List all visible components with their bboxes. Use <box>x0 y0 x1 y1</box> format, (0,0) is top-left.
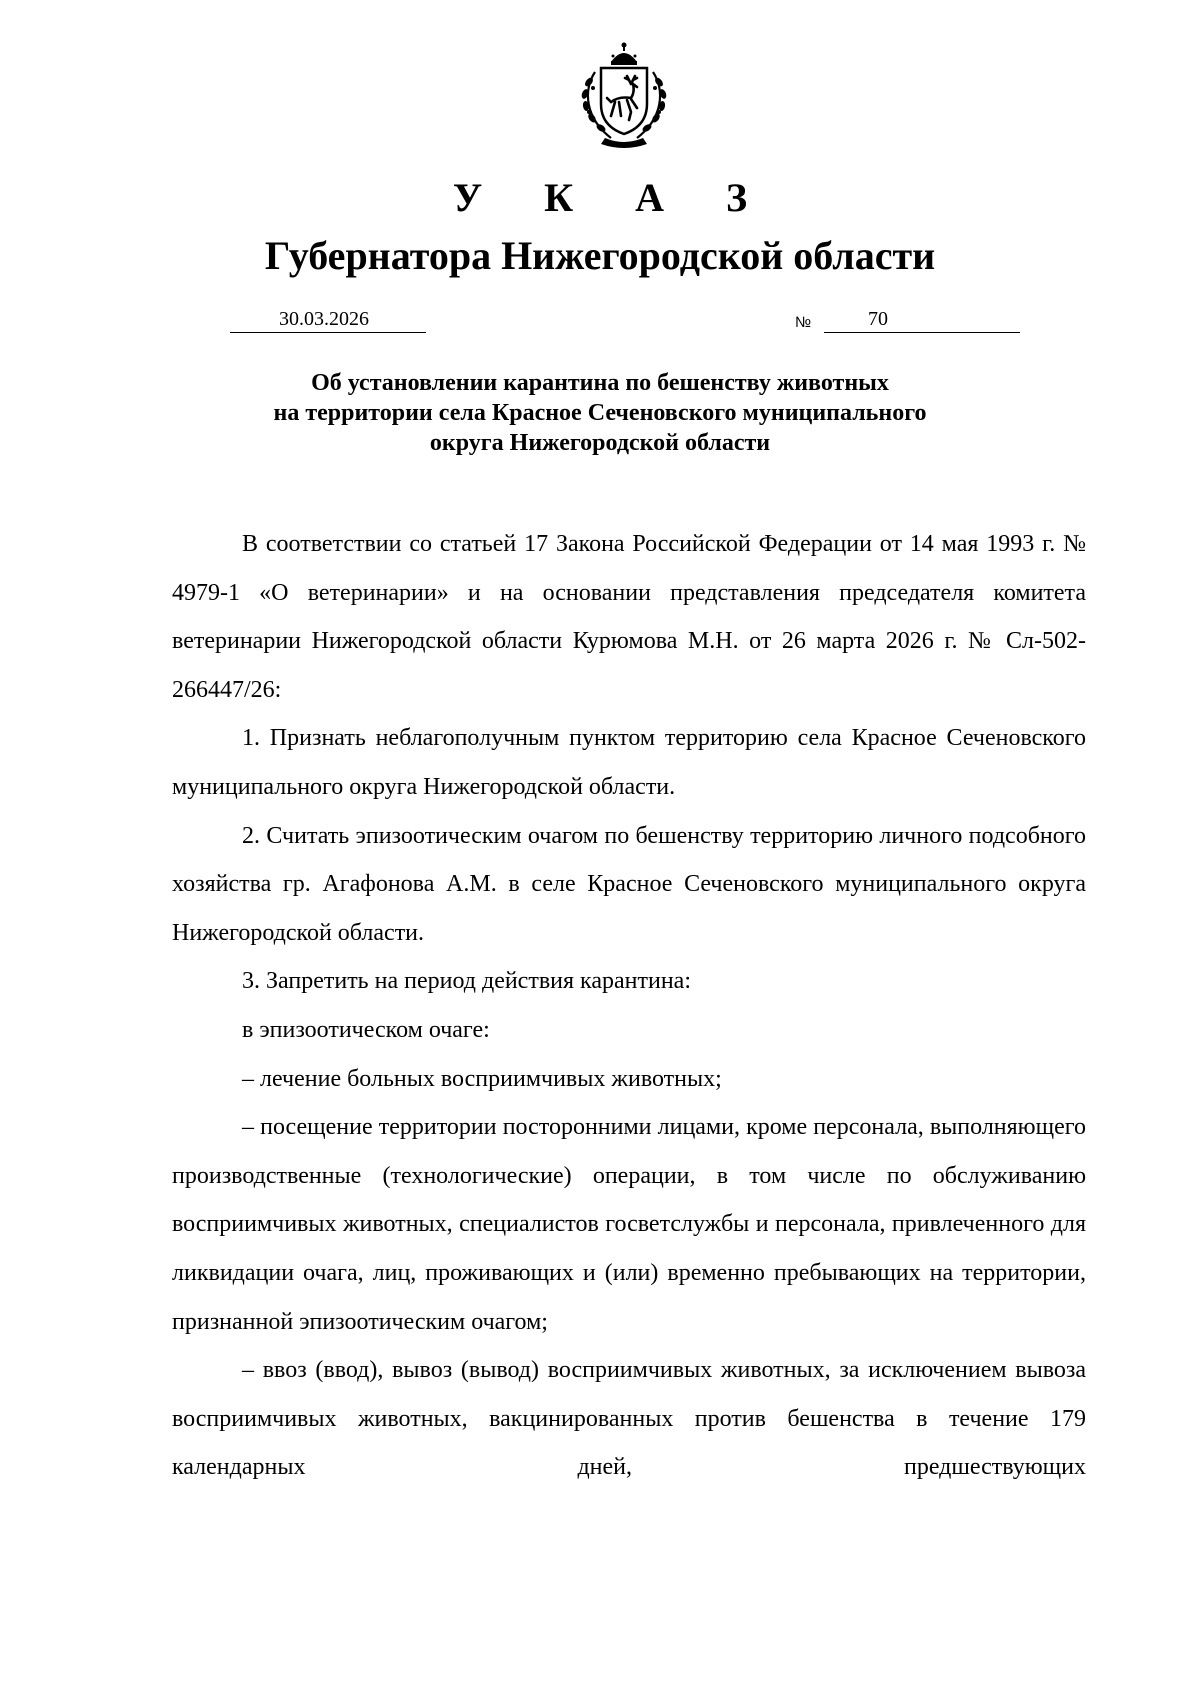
heading-line: Об установлении карантина по бешенству животных <box>311 370 889 396</box>
coat-of-arms-emblem <box>571 42 677 148</box>
heading-line: на территории села Красное Сеченовского муниципального <box>273 400 927 426</box>
list-item-paragraph: – лечение больных восприимчивых животных; <box>242 1065 722 1092</box>
number-field <box>824 306 1020 333</box>
number-sign: № <box>795 314 812 331</box>
clause-paragraph: 1. Признать неблагополучным пунктом территорию села Красное Сеченовского муниципального округа Нижегородской области. <box>172 725 1086 800</box>
clause-paragraph: в эпизоотическом очаге: <box>242 1016 490 1043</box>
preamble-paragraph: В соответствии со статьей 17 Закона Российской Федерации от 14 мая 1993 г. № 4979-1 «О ветеринарии» и на основании представления председателя комитета ветеринарии Нижегородской области Курюмова М.Н. от 26 марта 2026 г. № Сл-502-266447/26: <box>172 531 1086 703</box>
clause-paragraph: 3. Запретить на период действия карантина: <box>242 968 691 995</box>
document-body <box>172 520 1086 1492</box>
heading-line: округа Нижегородской области <box>429 430 771 456</box>
document-number: 70 <box>868 308 888 330</box>
list-item-paragraph: – ввоз (ввод), вывоз (вывод) восприимчивых животных, за исключением вывоза восприимчивых животных, вакцинированных против бешенства в течение 179 календарных дней, предшествующих <box>172 1357 1086 1481</box>
clause-paragraph: 2. Считать эпизоотическим очагом по бешенству территорию личного подсобного хозяйства гр. Агафонова А.М. в селе Красное Сеченовского муниципального округа Нижегородской области. <box>172 822 1086 946</box>
document-date: 30.03.2026 <box>279 308 369 330</box>
date-field <box>230 306 426 333</box>
list-item-paragraph: – посещение территории посторонними лицами, кроме персонала, выполняющего производственные (технологические) операции, в том числе по обслуживанию восприимчивых животных, специалистов госветслужбы и персонала, привлеченного для ликвидации очага, лиц, проживающих и (или) временно пребывающих на территории, признанной эпизоотическим очагом; <box>172 1114 1086 1335</box>
document-subtitle: Губернатора Нижегородской области <box>264 233 936 278</box>
document-title: У К А З <box>452 175 774 220</box>
document-heading <box>0 368 1200 458</box>
